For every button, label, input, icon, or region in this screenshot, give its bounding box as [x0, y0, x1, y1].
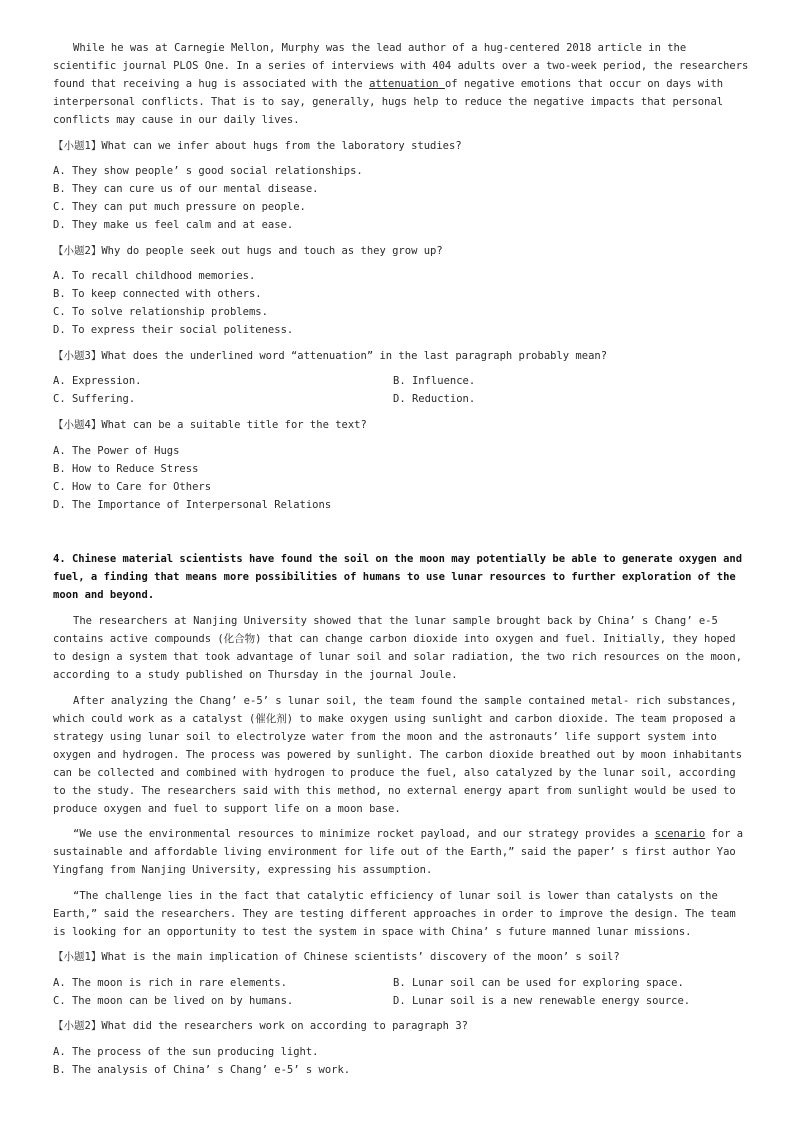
question-3-1	[53, 137, 753, 155]
option-a: A. To recall childhood memories.	[53, 270, 256, 282]
options-3-3	[53, 372, 753, 408]
options-4-1	[53, 974, 753, 1010]
options-3-2	[53, 267, 753, 339]
question-3-2	[53, 242, 753, 260]
option-a: A. Expression.	[53, 375, 142, 387]
question-4-1	[53, 948, 753, 966]
passage-heading: 4. Chinese material scientists have found the soil on the moon may potentially be able to generate oxygen and fuel, a finding that means more possibilities of humans to use lunar resources to further exploration of the moon and beyond.	[53, 553, 743, 601]
question-text: 【小题4】What can be a suitable title for the text?	[53, 419, 367, 431]
option-d: D. To express their social politeness.	[53, 324, 294, 336]
option-a: A. The process of the sun producing light.	[53, 1046, 319, 1058]
option-b: B. Lunar soil can be used for exploring space.	[393, 977, 684, 989]
option-c: C. To solve relationship problems.	[53, 306, 268, 318]
option-c: C. They can put much pressure on people.	[53, 201, 306, 213]
paragraph-text: While he was at Carnegie Mellon, Murphy was the lead author of a hug-centered 2018 article in the scientific journal PLOS One. In a series of interviews with 404 adults over a two-week period, the researchers found that receiving a hug is associated with the	[53, 42, 749, 90]
question-text: 【小题2】What did the researchers work on according to paragraph 3?	[53, 1020, 468, 1032]
underlined-word-attenuation: attenuation	[369, 78, 445, 90]
passage-4-heading	[53, 550, 753, 604]
option-b: B. Influence.	[393, 375, 476, 387]
option-c: C. How to Care for Others	[53, 481, 212, 493]
passage-4-paragraph-3	[53, 825, 753, 879]
option-d: D. The Importance of Interpersonal Relations	[53, 499, 332, 511]
paragraph-text: of negative emotions that occur on days with interpersonal conflicts. That is to say, generally, hugs help to reduce the negative impacts that personal conflicts may cause in our daily lives.	[53, 78, 724, 126]
question-text: 【小题1】What can we infer about hugs from the laboratory studies?	[53, 140, 462, 152]
option-b: B. The analysis of China’ s Chang’ e-5’ s work.	[53, 1064, 351, 1076]
options-3-1	[53, 162, 753, 234]
question-text: 【小题2】Why do people seek out hugs and touch as they grow up?	[53, 245, 443, 257]
option-a: A. The moon is rich in rare elements.	[53, 977, 287, 989]
question-text: 【小题1】What is the main implication of Chinese scientists’ discovery of the moon’ s soil?	[53, 951, 620, 963]
passage-4-paragraph-2	[53, 692, 753, 818]
passage-4-paragraph-4	[53, 887, 753, 941]
paragraph-murphy	[53, 39, 753, 129]
question-3-4	[53, 416, 753, 434]
paragraph-text: “We use the environmental resources to minimize rocket payload, and our strategy provides a	[73, 828, 655, 840]
option-c: C. The moon can be lived on by humans.	[53, 995, 294, 1007]
option-a: A. The Power of Hugs	[53, 445, 180, 457]
paragraph-text: The researchers at Nanjing University showed that the lunar sample brought back by China’ s Chang’ e-5 contains active compounds (化合物) that can change carbon dioxide into oxygen and fuel. Initially, they hoped to design a system that took advantage of lunar soil and solar radiation, the two rich resources on the moon, according to a study published on Thursday in the journal Joule.	[53, 615, 743, 681]
option-d: D. Reduction.	[393, 393, 476, 405]
option-b: B. To keep connected with others.	[53, 288, 262, 300]
paragraph-text: “The challenge lies in the fact that catalytic efficiency of lunar soil is lower than catalysts on the Earth,” said the researchers. They are testing different approaches in order to improve the design. The team is looking for an opportunity to test the system in space with China’ s future manned lunar missions.	[53, 890, 736, 938]
paragraph-text: for a sustainable and affordable living environment for life out of the Earth,” said the paper’ s first author Yao Yingfang from Nanjing University, expressing his assumption.	[53, 828, 744, 876]
question-3-3	[53, 347, 753, 365]
option-d: D. Lunar soil is a new renewable energy source.	[393, 995, 691, 1007]
question-text: 【小题3】What does the underlined word “attenuation” in the last paragraph probably mean?	[53, 350, 608, 362]
option-d: D. They make us feel calm and at ease.	[53, 219, 294, 231]
passage-4-paragraph-1	[53, 612, 753, 684]
options-4-2	[53, 1043, 753, 1079]
option-b: B. They can cure us of our mental disease.	[53, 183, 319, 195]
underlined-word-scenario: scenario	[654, 828, 706, 840]
paragraph-text: After analyzing the Chang’ e-5’ s lunar soil, the team found the sample contained metal- rich substances, which could work as a catalyst (催化剂) to make oxygen using sunlight and carbon dioxide. The team proposed a strategy using lunar soil to electrolyze water from the moon and the astronauts’ life support system into oxygen and hydrogen. The process was powered by sunlight. The carbon dioxide breathed out by moon inhabitants can be collected and combined with hydrogen to produce the fuel, also catalyzed by the lunar soil, according to the study. The researchers said with this method, no external energy apart from sunlight would be used to produce oxygen and fuel to support life on a moon base.	[53, 695, 743, 815]
question-4-2	[53, 1017, 753, 1035]
option-c: C. Suffering.	[53, 393, 136, 405]
option-a: A. They show people’ s good social relationships.	[53, 165, 363, 177]
options-3-4	[53, 442, 753, 514]
option-b: B. How to Reduce Stress	[53, 463, 199, 475]
